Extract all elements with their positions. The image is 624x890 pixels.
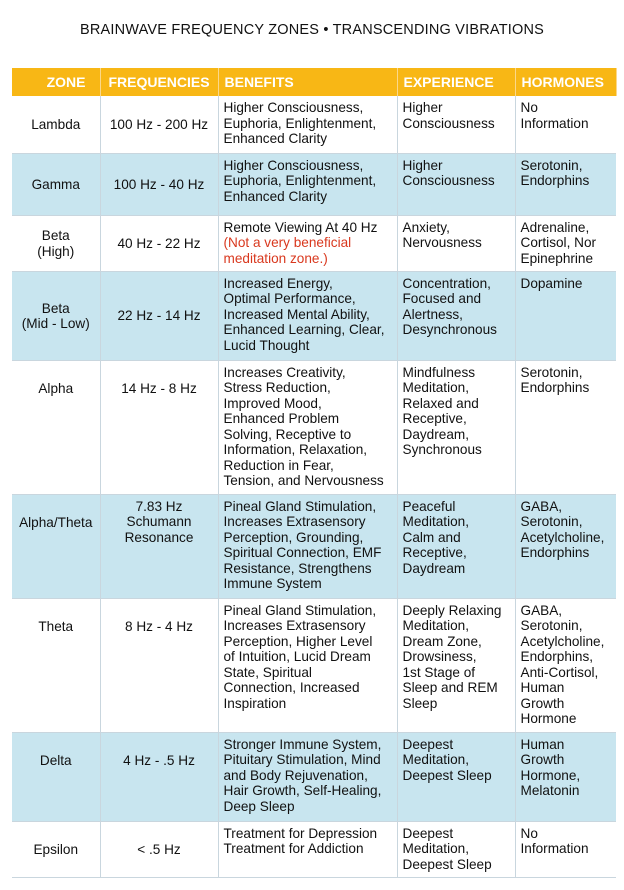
frequency-cell: 8 Hz - 4 Hz: [100, 598, 218, 732]
hormones-cell: GABA, Serotonin, Acetylcholine, Endorphins, Anti-Cortisol, Human Growth Hormone: [515, 598, 616, 732]
frequency-cell: 4 Hz - .5 Hz: [100, 732, 218, 821]
table-row-delta: [12, 732, 616, 821]
zone-cell: Lambda: [12, 96, 100, 153]
experience-cell: Concentration, Focused and Alertness, Desynchronous: [397, 271, 515, 360]
hormones-cell: No Information: [515, 821, 616, 877]
table-row-epsilon: [12, 821, 616, 877]
benefits-cell: Pineal Gland Stimulation, Increases Extrasensory Perception, Higher Level of Intuition, Lucid Dream State, Spiritual Connection, Increased Inspiration: [218, 598, 397, 732]
hormones-cell: No Information: [515, 96, 616, 153]
table-row-beta-high: [12, 215, 616, 271]
experience-cell: Deepest Meditation, Deepest Sleep: [397, 821, 515, 877]
zone-cell: Beta (High): [12, 215, 100, 271]
frequency-cell: 100 Hz - 40 Hz: [100, 153, 218, 215]
benefits-cell: Pineal Gland Stimulation, Increases Extrasensory Perception, Grounding, Spiritual Connection, EMF Resistance, Strengthens Immune System: [218, 494, 397, 598]
benefits-cell: Higher Consciousness, Euphoria, Enlightenment, Enhanced Clarity: [218, 96, 397, 153]
benefits-cell: Increases Creativity, Stress Reduction, Improved Mood, Enhanced Problem Solving, Receptive to Information, Relaxation, Reduction in Fear, Tension, and Nervousness: [218, 360, 397, 494]
table-row-lambda: [12, 96, 616, 153]
hormones-cell: Adrenaline, Cortisol, Nor Epinephrine: [515, 215, 616, 271]
benefits-text: Remote Viewing At 40 Hz: [223, 219, 378, 235]
zone-column-header: ZONE: [12, 68, 100, 96]
hormones-cell: GABA, Serotonin, Acetylcholine, Endorphins: [515, 494, 616, 598]
hormones-cell: Serotonin, Endorphins: [515, 153, 616, 215]
hormones-cell: Dopamine: [515, 271, 616, 360]
zone-cell: Gamma: [12, 153, 100, 215]
zone-cell: Theta: [12, 598, 100, 732]
table-row-gamma: [12, 153, 616, 215]
zone-cell: Alpha: [12, 360, 100, 494]
frequency-cell: < .5 Hz: [100, 821, 218, 877]
hormones-cell: Serotonin, Endorphins: [515, 360, 616, 494]
page-title: BRAINWAVE FREQUENCY ZONES • TRANSCENDING VIBRATIONS: [79, 22, 545, 38]
zone-cell: Beta (Mid - Low): [12, 271, 100, 360]
experience-cell: Deeply Relaxing Meditation, Dream Zone, Drowsiness, 1st Stage of Sleep and REM Sleep: [397, 598, 515, 732]
zone-cell: Epsilon: [12, 821, 100, 877]
benefits-cell: Higher Consciousness, Euphoria, Enlightenment, Enhanced Clarity: [218, 153, 397, 215]
table-row-theta: [12, 598, 616, 732]
hormones-cell: Human Growth Hormone, Melatonin: [515, 732, 616, 821]
benefits-cell: Stronger Immune System, Pituitary Stimulation, Mind and Body Rejuvenation, Hair Growth, Self-Healing, Deep Sleep: [218, 732, 397, 821]
benefits-warning-note: (Not a very beneficial meditation zone.): [223, 235, 352, 266]
frequency-cell: 100 Hz - 200 Hz: [100, 96, 218, 153]
brainwave-table: [12, 68, 617, 878]
frequency-cell: 14 Hz - 8 Hz: [100, 360, 218, 494]
benefits-cell: Treatment for Depression Treatment for Addiction: [218, 821, 397, 877]
table-header-row: [12, 68, 616, 96]
table-row-alpha-theta: [12, 494, 616, 598]
experience-cell: Higher Consciousness: [397, 153, 515, 215]
hormones-column-header: HORMONES: [515, 68, 616, 96]
zone-cell: Alpha/Theta: [12, 494, 100, 598]
frequency-cell: 7.83 Hz Schumann Resonance: [100, 494, 218, 598]
experience-cell: Peaceful Meditation, Calm and Receptive, Daydream: [397, 494, 515, 598]
benefits-cell: [218, 215, 397, 271]
benefits-cell: Increased Energy, Optimal Performance, Increased Mental Ability, Enhanced Learning, Clear, Lucid Thought: [218, 271, 397, 360]
experience-column-header: EXPERIENCE: [397, 68, 515, 96]
experience-cell: Higher Consciousness: [397, 96, 515, 153]
experience-cell: Deepest Meditation, Deepest Sleep: [397, 732, 515, 821]
benefits-column-header: BENEFITS: [218, 68, 397, 96]
experience-cell: Mindfulness Meditation, Relaxed and Receptive, Daydream, Synchronous: [397, 360, 515, 494]
frequencies-column-header: FREQUENCIES: [100, 68, 218, 96]
table-row-beta-mid-low: [12, 271, 616, 360]
experience-cell: Anxiety, Nervousness: [397, 215, 515, 271]
frequency-cell: 40 Hz - 22 Hz: [100, 215, 218, 271]
zone-cell: Delta: [12, 732, 100, 821]
frequency-cell: 22 Hz - 14 Hz: [100, 271, 218, 360]
table-row-alpha: [12, 360, 616, 494]
